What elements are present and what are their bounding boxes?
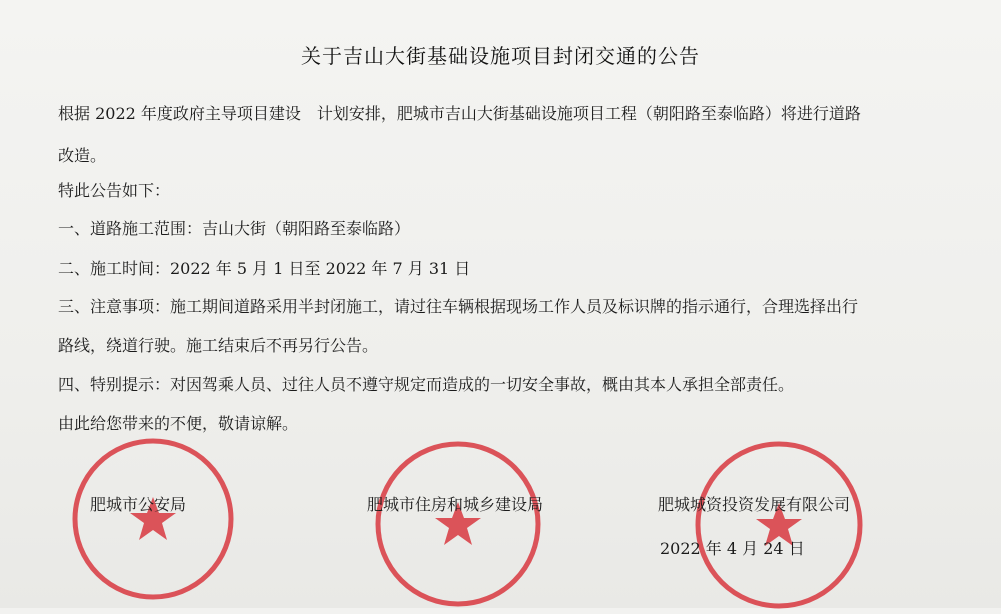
signature-housing: 肥城市住房和城乡建设局 xyxy=(367,495,544,514)
signature-police: 肥城市公安局 xyxy=(90,495,187,514)
document-date: 2022 年 4 月 24 日 xyxy=(660,539,805,558)
signature-company: 肥城城资投资发展有限公司 xyxy=(658,495,851,514)
document-title: 关于吉山大街基础设施项目封闭交通的公告 xyxy=(301,44,700,68)
paragraph-line-2: 改造。 xyxy=(58,146,107,165)
seal-stamp-company xyxy=(690,436,868,614)
paragraph-line-4: 一、道路施工范围：吉山大街（朝阳路至泰临路） xyxy=(58,219,411,238)
paragraph-line-6: 三、注意事项：施工期间道路采用半封闭施工，请过往车辆根据现场工作人员及标识牌的指示通行，合理选择出行 xyxy=(58,297,859,316)
paragraph-line-3: 特此公告如下： xyxy=(58,181,171,200)
paragraph-line-9: 由此给您带来的不便，敬请谅解。 xyxy=(58,414,299,433)
paragraph-line-5: 二、施工时间：2022 年 5 月 1 日至 2022 年 7 月 31 日 xyxy=(58,259,471,278)
seal-stamp-housing xyxy=(370,436,546,612)
paragraph-line-8: 四、特别提示：对因驾乘人员、过往人员不遵守规定而造成的一切安全事故，概由其本人承担全部责任。 xyxy=(58,375,795,394)
paragraph-line-7: 路线，绕道行驶。施工结束后不再另行公告。 xyxy=(58,336,379,355)
paragraph-line-1: 根据 2022 年度政府主导项目建设 计划安排，肥城市吉山大街基础设施项目工程（朝阳路至泰临路）将进行道路 xyxy=(58,104,861,123)
seal-stamp-police xyxy=(68,434,238,604)
